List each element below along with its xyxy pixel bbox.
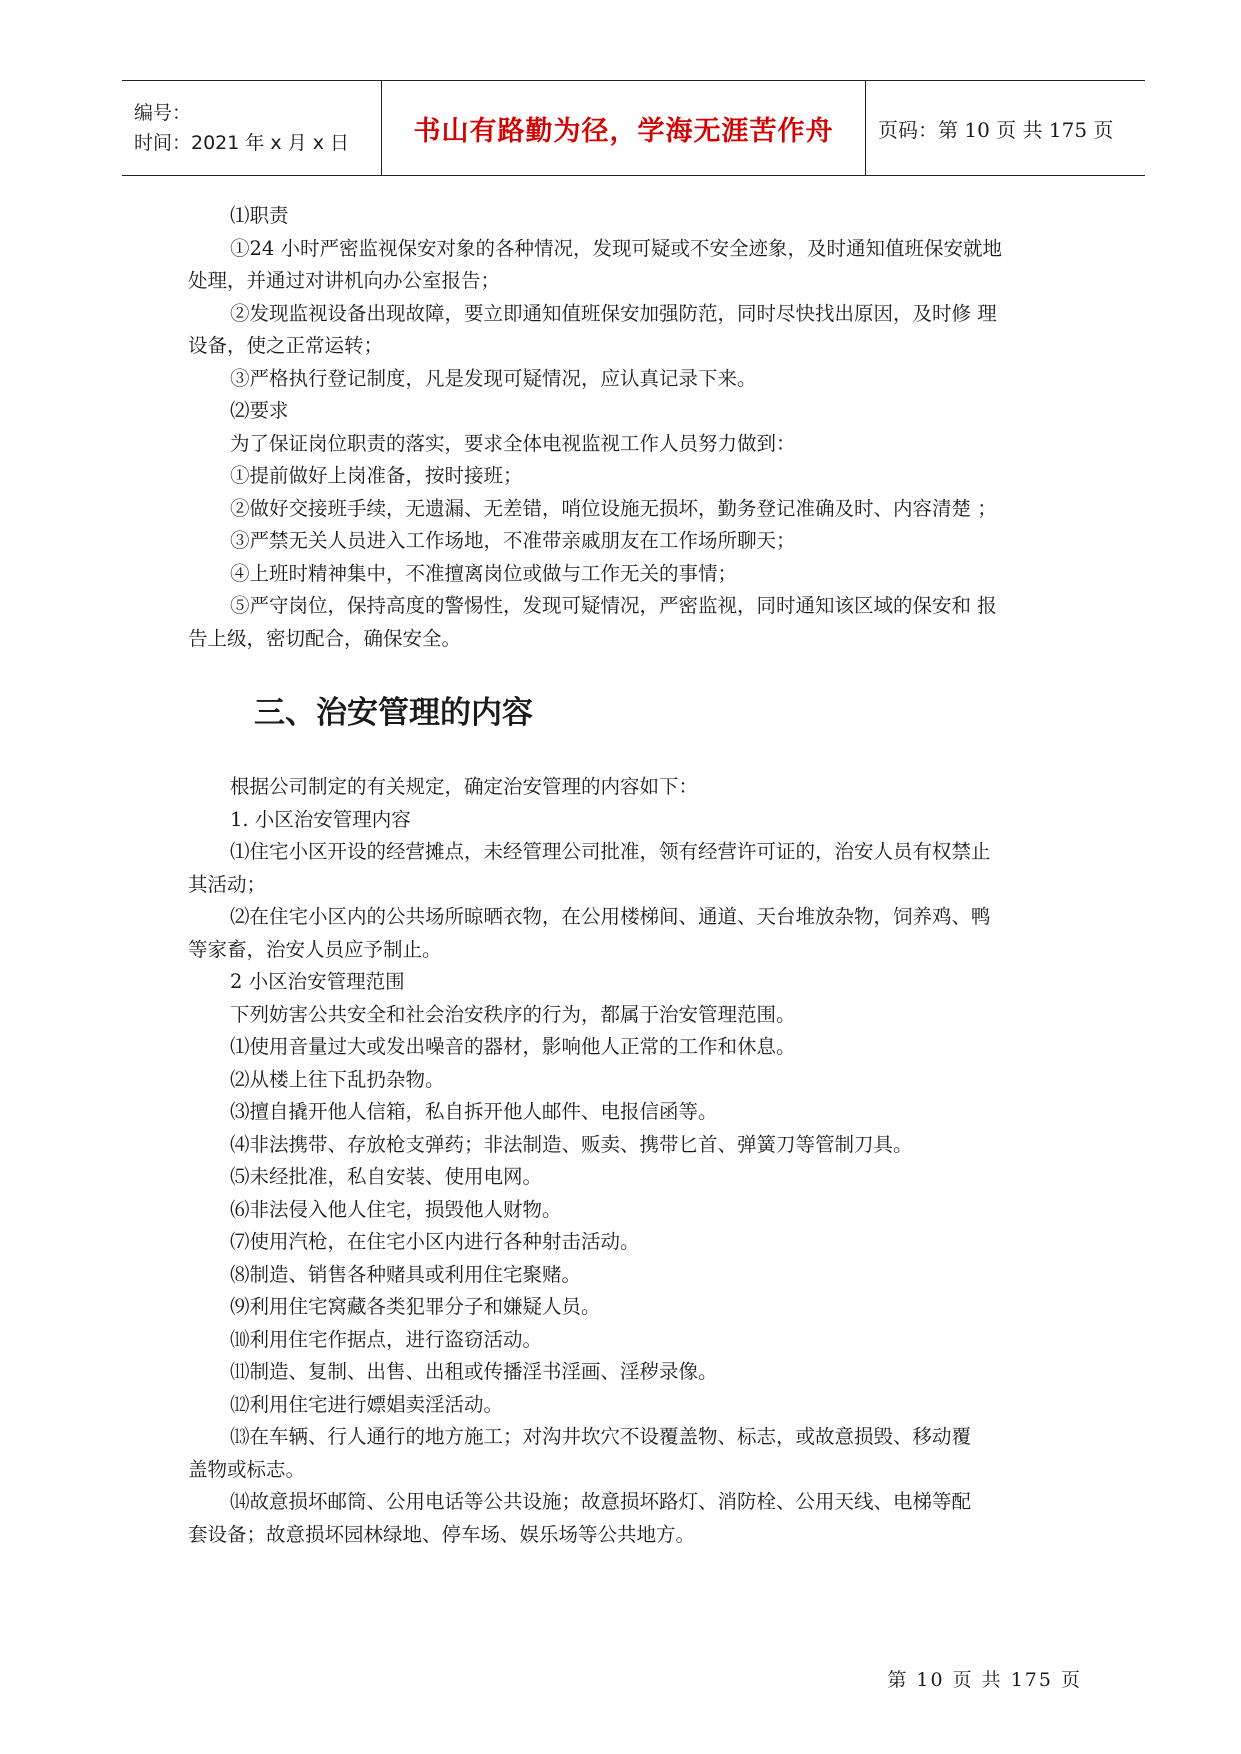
list-item: ⑵从楼上往下乱扔杂物。	[230, 1067, 445, 1091]
header-page-info: 页码：第 10 页 共 175 页	[878, 117, 1114, 142]
paragraph: ③严禁无关人员进入工作场地，不准带亲戚朋友在工作场所聊天；	[230, 529, 796, 552]
paragraph: ①24 小时严密监视保安对象的各种情况，发现可疑或不安全迹象，及时通知值班保安就地	[230, 236, 1003, 260]
list-item-continuation: 盖物或标志。	[188, 1457, 306, 1481]
list-item: ⑾制造、复制、出售、出租或传播淫书淫画、淫秽录像。	[230, 1360, 718, 1383]
list-item: ⑽利用住宅作据点，进行盗窃活动。	[230, 1327, 543, 1351]
paragraph: ⑤严守岗位，保持高度的警惕性，发现可疑情况，严密监视，同时通知该区域的保安和 报	[230, 594, 997, 617]
paragraph: ②做好交接班手续，无遗漏、无差错，哨位设施无损坏，勤务登记准确及时、内容清楚 ；	[230, 496, 997, 520]
paragraph: ①提前做好上岗准备，按时接班；	[230, 464, 523, 487]
page-footer: 第 10 页 共 175 页	[887, 1669, 1082, 1691]
list-item: ⑻制造、销售各种赌具或利用住宅聚赌。	[230, 1262, 582, 1286]
paragraph: 根据公司制定的有关规定，确定治安管理的内容如下：	[230, 775, 699, 798]
list-item: ⒁故意损坏邮筒、公用电话等公共设施；故意损坏路灯、消防栓、公用天线、电梯等配	[230, 1490, 972, 1513]
header-motto: 书山有路勤为径，学海无涯苦作舟	[382, 81, 866, 175]
document-number-label: 编号：	[134, 102, 192, 124]
list-item: ⑼利用住宅窝藏各类犯罪分子和嫌疑人员。	[230, 1295, 601, 1318]
list-item: ⒀在车辆、行人通行的地方施工；对沟井坎穴不设覆盖物、标志，或故意损毁、移动覆	[230, 1425, 972, 1448]
document-body	[188, 200, 1082, 1551]
header-meta	[122, 81, 382, 175]
paragraph: ⑴住宅小区开设的经营摊点，未经管理公司批准，领有经营许可证的，治安人员有权禁止	[230, 840, 991, 863]
list-item: ⑴使用音量过大或发出噪音的器材，影响他人正常的工作和休息。	[230, 1035, 796, 1058]
document-date: 时间：2021 年 x 月 x 日	[134, 132, 350, 154]
paragraph: ⑴职责	[230, 204, 289, 227]
list-item: ⑿利用住宅进行嫖娼卖淫活动。	[230, 1392, 504, 1416]
paragraph: ④上班时精神集中，不准擅离岗位或做与工作无关的事情；	[230, 561, 738, 585]
paragraph: 2 小区治安管理范围	[230, 970, 405, 993]
paragraph: ⑵在住宅小区内的公共场所晾晒衣物，在公用楼梯间、通道、天台堆放杂物，饲养鸡、鸭	[230, 905, 991, 928]
list-item: ⑶擅自撬开他人信箱，私自拆开他人邮件、电报信函等。	[230, 1100, 718, 1123]
paragraph-continuation: 等家畜，治安人员应予制止。	[188, 937, 442, 961]
paragraph: ⑵要求	[230, 399, 289, 422]
list-item: ⑷非法携带、存放枪支弹药；非法制造、贩卖、携带匕首、弹簧刀等管制刀具。	[230, 1132, 913, 1156]
section-heading: 三、治安管理的内容	[254, 695, 533, 731]
list-item-continuation: 套设备；故意损坏园林绿地、停车场、娱乐场等公共地方。	[188, 1522, 696, 1546]
paragraph-continuation: 告上级，密切配合，确保安全。	[188, 626, 462, 650]
paragraph-continuation: 设备，使之正常运转；	[188, 334, 384, 357]
list-item: ⑹非法侵入他人住宅，损毁他人财物。	[230, 1197, 562, 1221]
paragraph: 为了保证岗位职责的落实，要求全体电视监视工作人员努力做到：	[230, 431, 796, 455]
paragraph: ②发现监视设备出现故障，要立即通知值班保安加强防范，同时尽快找出原因，及时修 理	[230, 301, 997, 325]
page-header	[122, 80, 1145, 176]
paragraph-continuation: 处理，并通过对讲机向办公室报告；	[188, 269, 501, 292]
paragraph-continuation: 其活动；	[188, 872, 267, 896]
paragraph: 下列妨害公共安全和社会治安秩序的行为，都属于治安管理范围。	[230, 1002, 796, 1026]
list-item: ⑸未经批准，私自安装、使用电网。	[230, 1165, 543, 1188]
paragraph: ③严格执行登记制度，凡是发现可疑情况，应认真记录下来。	[230, 366, 757, 390]
paragraph: 1. 小区治安管理内容	[230, 807, 411, 831]
list-item: ⑺使用汽枪，在住宅小区内进行各种射击活动。	[230, 1230, 640, 1253]
